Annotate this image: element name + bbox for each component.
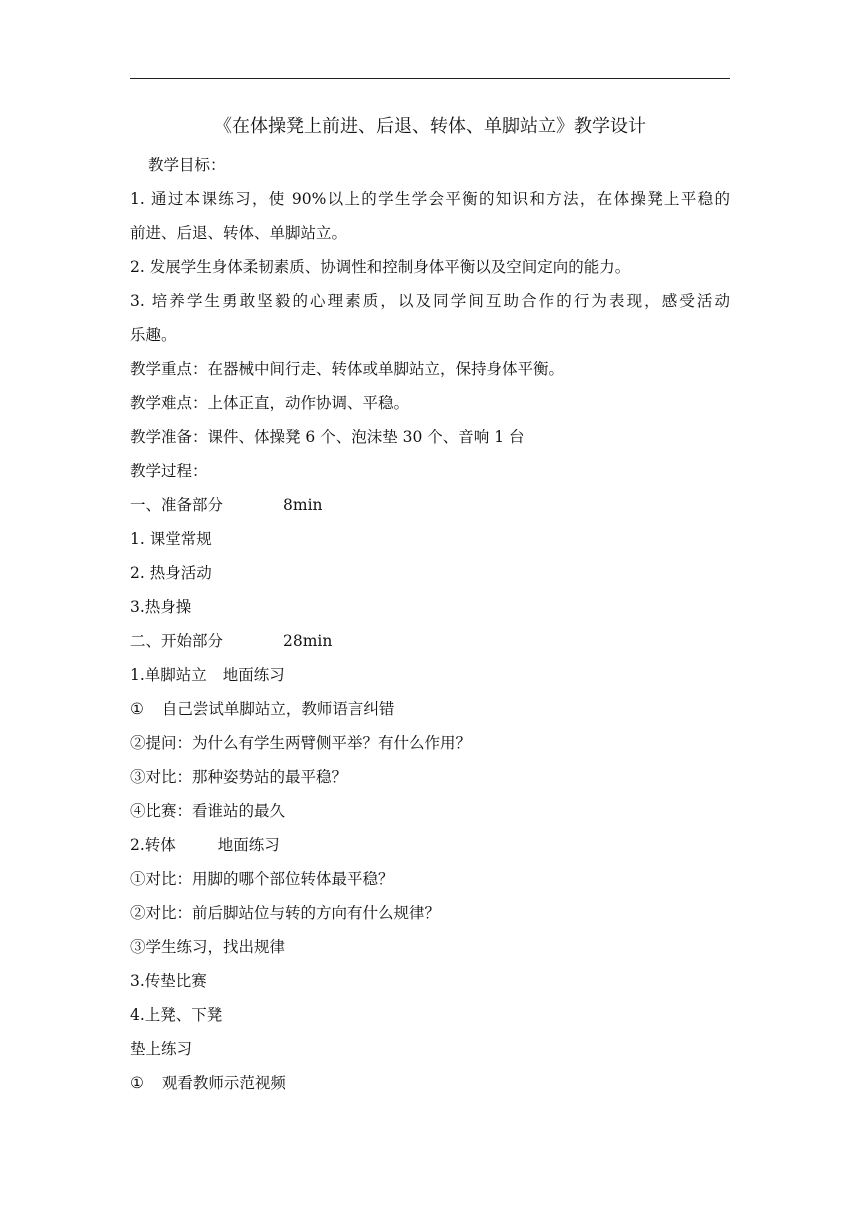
section-2-step-2: ②对比：前后脚站位与转的方向有什么规律？ bbox=[130, 904, 441, 922]
section-1-subtitle: 地面练习 bbox=[222, 666, 285, 684]
section-4-step-1 bbox=[130, 1070, 730, 1096]
objective-2: 2. 发展学生身体柔韧素质、协调性和控制身体平衡以及空间定向的能力。 bbox=[130, 258, 631, 276]
section-2-title: 2.转体 bbox=[130, 836, 176, 854]
document-title: 《在体操凳上前进、后退、转体、单脚站立》教学设计 bbox=[214, 116, 646, 137]
header-rule bbox=[130, 78, 730, 79]
section-2-step-3: ③学生练习，找出规律 bbox=[130, 938, 286, 956]
process-heading: 教学过程： bbox=[130, 462, 208, 480]
section-2-subtitle: 地面练习 bbox=[217, 836, 280, 854]
step-text: 自己尝试单脚站立，教师语言纠错 bbox=[161, 700, 395, 718]
objectives-heading: 教学目标： bbox=[148, 156, 226, 174]
part-1-time: 8min bbox=[283, 496, 323, 514]
objective-1-line-1: 1. 通过本课练习，使 90%以上的学生学会平衡的知识和方法，在体操凳上平稳的 bbox=[130, 190, 730, 208]
step-number: ① bbox=[130, 1074, 144, 1092]
part-1-item-3: 3.热身操 bbox=[130, 598, 192, 616]
section-4-heading: 4.上凳、下凳 bbox=[130, 1006, 223, 1024]
objective-3-line-2: 乐趣。 bbox=[130, 326, 177, 344]
part-2-title: 二、开始部分 bbox=[130, 632, 224, 650]
section-1-step-1 bbox=[130, 696, 730, 722]
section-2-heading bbox=[130, 832, 730, 858]
part-1-item-2: 2. 热身活动 bbox=[130, 564, 212, 582]
section-1-title: 1.单脚站立 bbox=[130, 666, 207, 684]
step-text: 观看教师示范视频 bbox=[161, 1074, 286, 1092]
part-1-title: 一、准备部分 bbox=[130, 496, 224, 514]
difficulty: 教学难点：上体正直，动作协调、平稳。 bbox=[130, 394, 410, 412]
step-number: ① bbox=[130, 700, 144, 718]
section-2-step-1: ①对比：用脚的哪个部位转体最平稳？ bbox=[130, 870, 394, 888]
section-3-heading: 3.传垫比赛 bbox=[130, 972, 207, 990]
key-point: 教学重点：在器械中间行走、转体或单脚站立，保持身体平衡。 bbox=[130, 360, 565, 378]
objective-1-line-2: 前进、后退、转体、单脚站立。 bbox=[130, 224, 348, 242]
preparation: 教学准备：课件、体操凳 6 个、泡沫垫 30 个、音响 1 台 bbox=[130, 428, 525, 446]
section-1-step-4: ④比赛：看谁站的最久 bbox=[130, 802, 286, 820]
part-1-heading bbox=[130, 492, 730, 518]
section-1-step-2: ②提问：为什么有学生两臂侧平举？有什么作用？ bbox=[130, 734, 472, 752]
section-1-heading bbox=[130, 662, 730, 688]
part-1-item-1: 1. 课堂常规 bbox=[130, 530, 212, 548]
objective-3-line-1: 3. 培养学生勇敢坚毅的心理素质，以及同学间互助合作的行为表现，感受活动 bbox=[130, 292, 730, 310]
part-2-heading bbox=[130, 628, 730, 654]
section-4-subtitle: 垫上练习 bbox=[130, 1040, 193, 1058]
section-1-step-3: ③对比：那种姿势站的最平稳？ bbox=[130, 768, 348, 786]
part-2-time: 28min bbox=[283, 632, 333, 650]
